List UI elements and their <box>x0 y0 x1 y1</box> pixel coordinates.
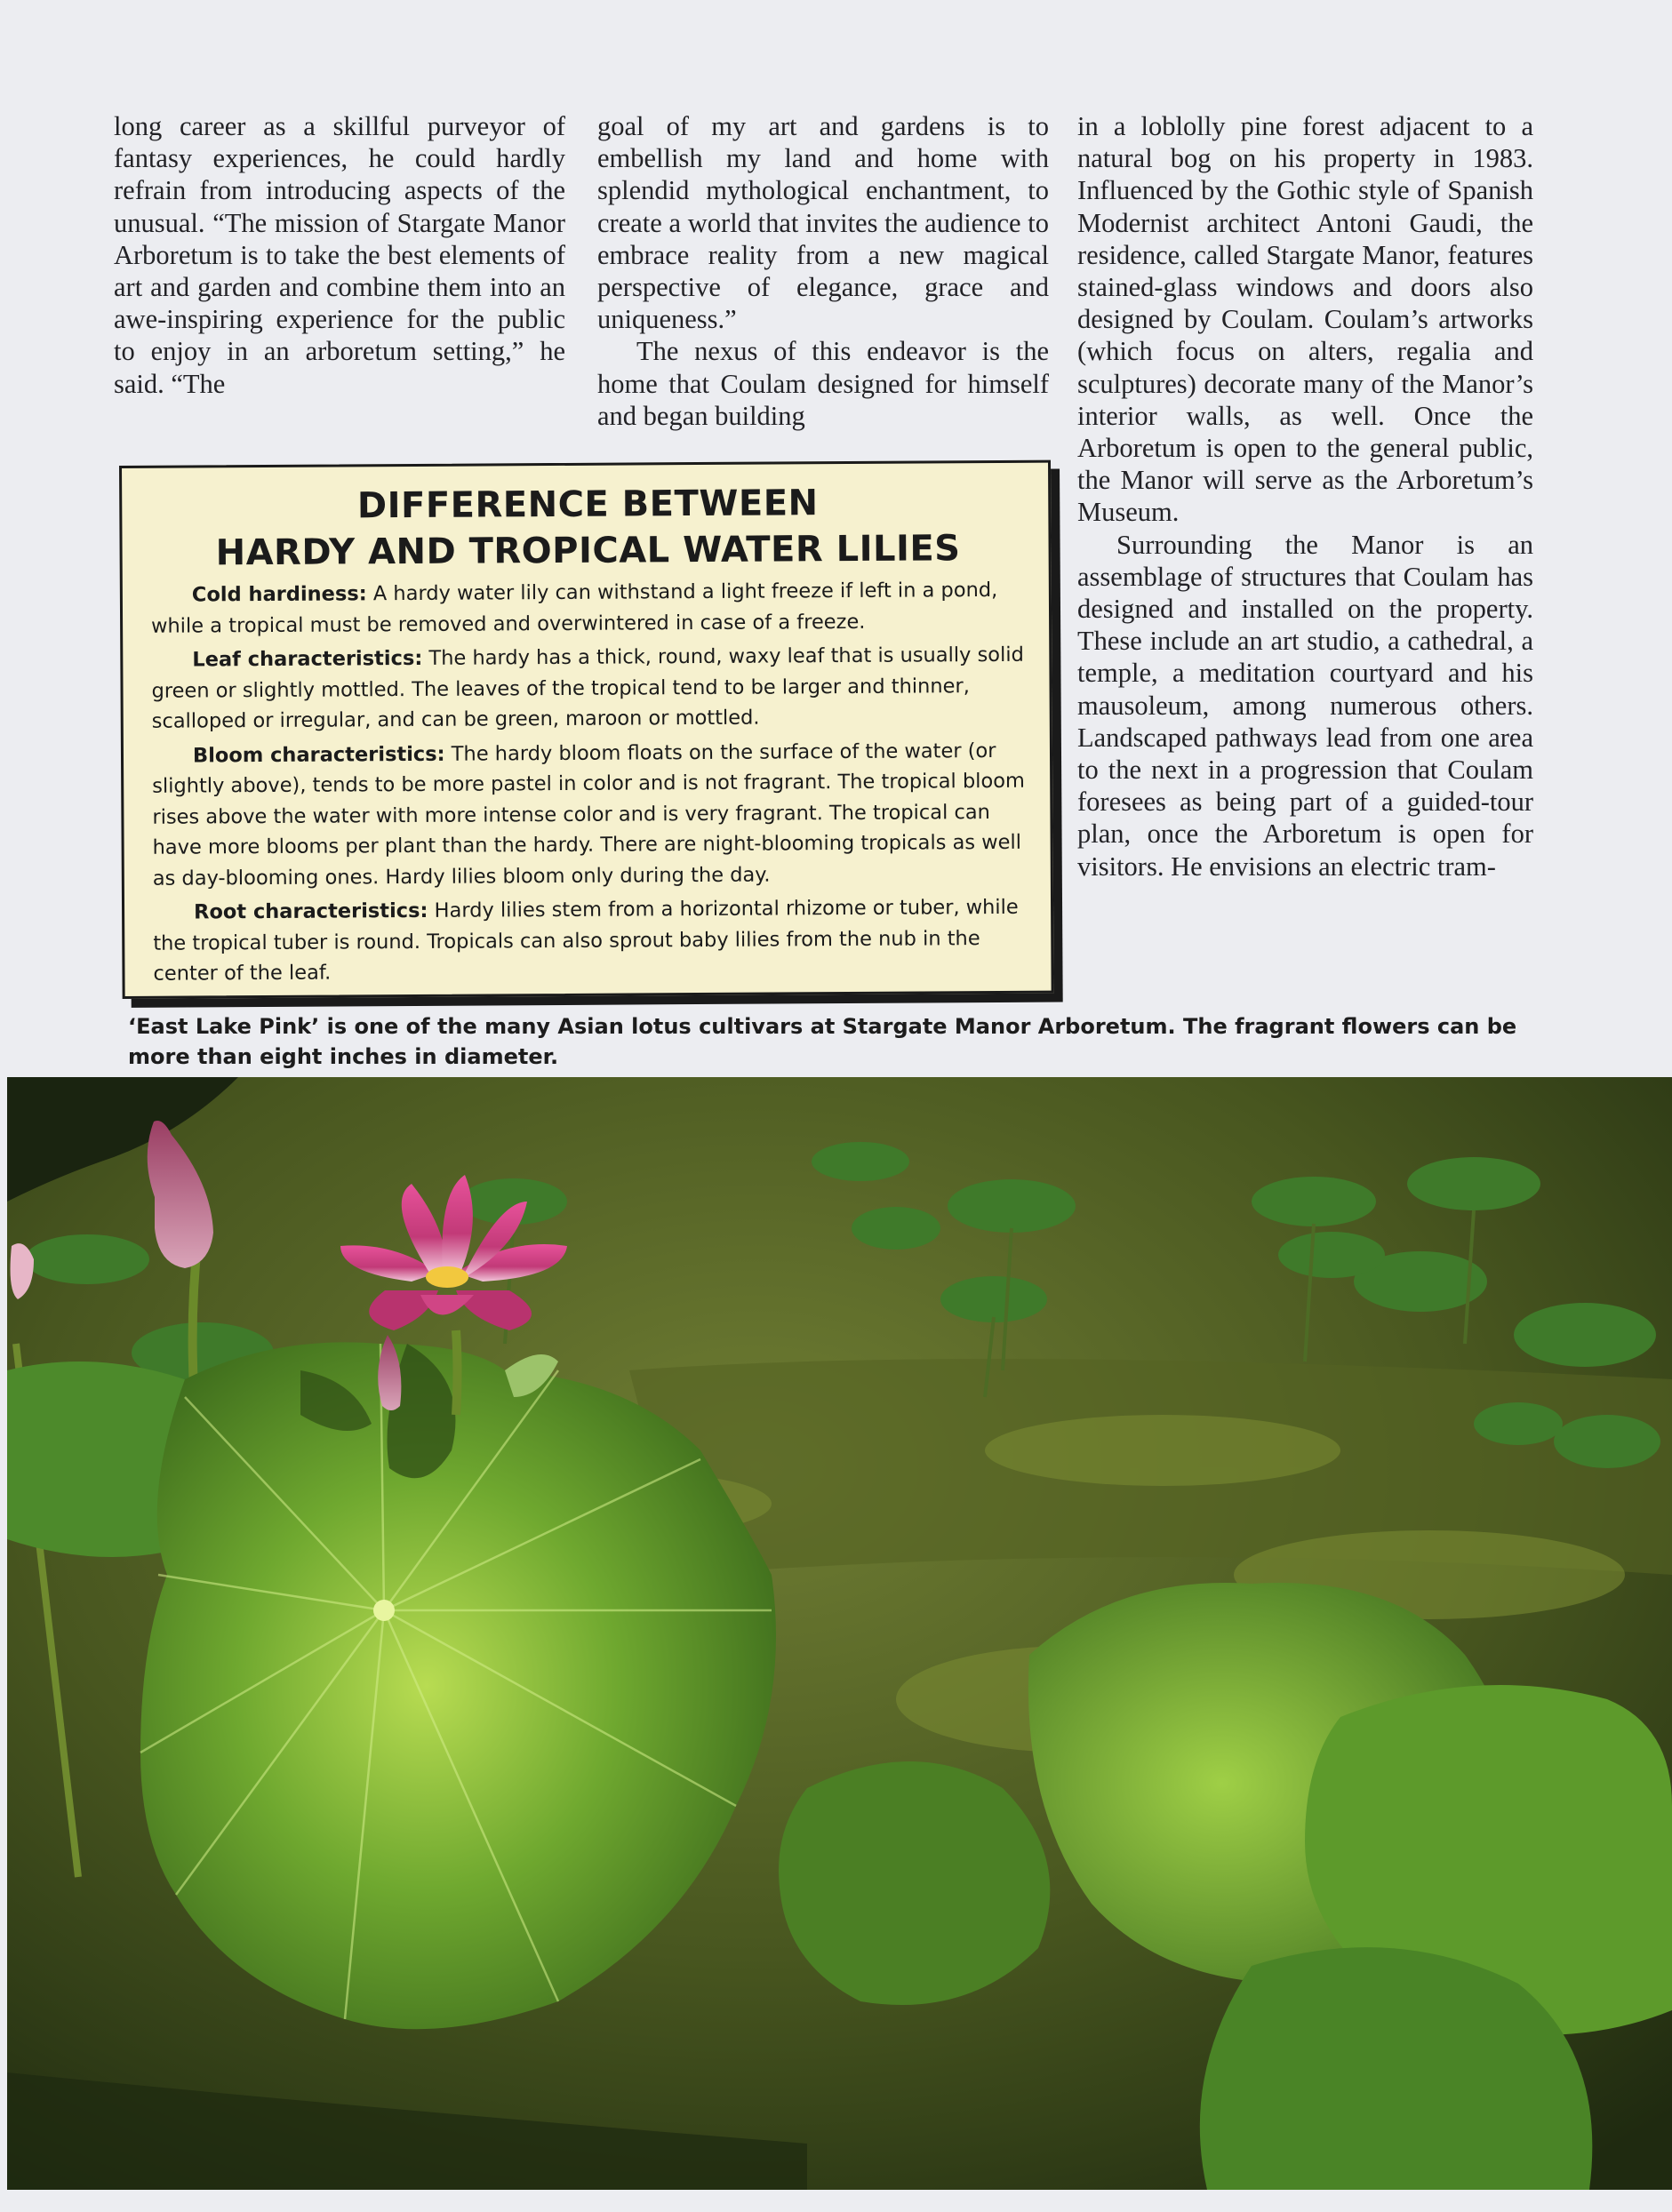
sidebar-title-line-1: DIFFERENCE BETWEEN <box>356 483 819 527</box>
article-paragraph: Surrounding the Manor is an assemblage of structures that Coulam has designed and installed on the property. These include an art studio, a cathedral, a temple, a meditation courtyard and his mausoleum, among numerous others. Landscaped pathways lead from one area to the next in a progression that Coulam foresees as being part of a guided-tour plan, once the Arboretum is open for visitors. He envisions an electric tram- <box>1077 529 1533 882</box>
article-column-2 <box>597 110 1049 432</box>
sidebar-item-bloom <box>152 735 1028 894</box>
article-paragraph: The nexus of this endeavor is the home that Coulam designed for himself and began building <box>597 336 1049 431</box>
sidebar-item-leaf <box>151 640 1027 738</box>
flower-stem <box>456 1330 458 1415</box>
leaf-center <box>373 1600 395 1621</box>
sidebar-item-text: The hardy has a thick, round, waxy leaf that is usually solid green or slightly mottled. The leaves of the tropical tend to be larger and thinner, scalloped or irregular, and can be green, maroon or mottled. <box>151 643 1024 733</box>
article-paragraph: in a loblolly pine forest adjacent to a natural bog on his property in 1983. Influenced by the Gothic style of Spanish Modernist architect Antoni Gaudi, the residence, called Stargate Manor, features stained-glass windows and doors also designed by Coulam. Coulam’s artworks (which focus on alters, regalia and sculptures) decorate many of the Manor’s interior walls, as well. Once the Arboretum is open to the general public, the Manor will serve as the Arboretum’s Museum. <box>1077 111 1533 528</box>
sidebar-item-label: Leaf characteristics: <box>192 646 423 672</box>
mid-lotus-leaf <box>779 1761 1050 2005</box>
sidebar-title-line-2: HARDY AND TROPICAL WATER LILIES <box>215 528 961 574</box>
article-column-1 <box>114 110 565 400</box>
sidebar-item-label: Cold hardiness: <box>191 582 367 607</box>
sidebar-box <box>119 460 1054 999</box>
article-column-3 <box>1077 110 1533 882</box>
sidebar-item-text: A hardy water lily can withstand a light freeze if left in a pond, while a tropical must be removed and overwintered in case of a freeze. <box>151 578 998 638</box>
sidebar-item-text: The hardy bloom floats on the surface of the water (or slightly above), tends to be more pastel in color and is not fragrant. The tropical bloom rises above the water with more intense color and is very fragrant. The tropical can have more blooms per plant than the hardy. There are night-blooming tropicals as well as day-blooming ones. Hardy lilies bloom only during the day. <box>152 739 1025 890</box>
lotus-photo <box>7 1077 1672 2190</box>
sidebar-item-root <box>153 892 1028 990</box>
sidebar-item-label: Bloom characteristics: <box>192 742 445 767</box>
lotus-illustration <box>7 1077 1672 2190</box>
article-paragraph: long career as a skillful purveyor of fantasy experiences, he could hardly refrain from introducing aspects of the unusual. “The mission of Stargate Manor Arboretum is to take the best elements of art and garden and combine them into an awe-inspiring experience for the public to enjoy in an arboretum setting,” he said. “The <box>114 111 565 399</box>
article-paragraph: goal of my art and gardens is to embellish my land and home with splendid mythological enchantment, to create a world that invites the audience to embrace reality from a new magical perspective of elegance, grace and uniqueness.” <box>597 111 1049 335</box>
sidebar-item-label: Root characteristics: <box>193 898 428 924</box>
sidebar-title <box>150 479 1026 577</box>
photo-caption: ‘East Lake Pink’ is one of the many Asian lotus cultivars at Stargate Manor Arboretum. The fragrant flowers can be more than eight inches in diameter. <box>128 1014 1517 1069</box>
sidebar-item-text: Hardy lilies stem from a horizontal rhizome or tuber, while the tropical tuber is round. Tropicals can also sprout baby lilies from the nub in the center of the leaf. <box>153 895 1019 986</box>
sidebar-item-cold-hardiness <box>151 575 1026 642</box>
